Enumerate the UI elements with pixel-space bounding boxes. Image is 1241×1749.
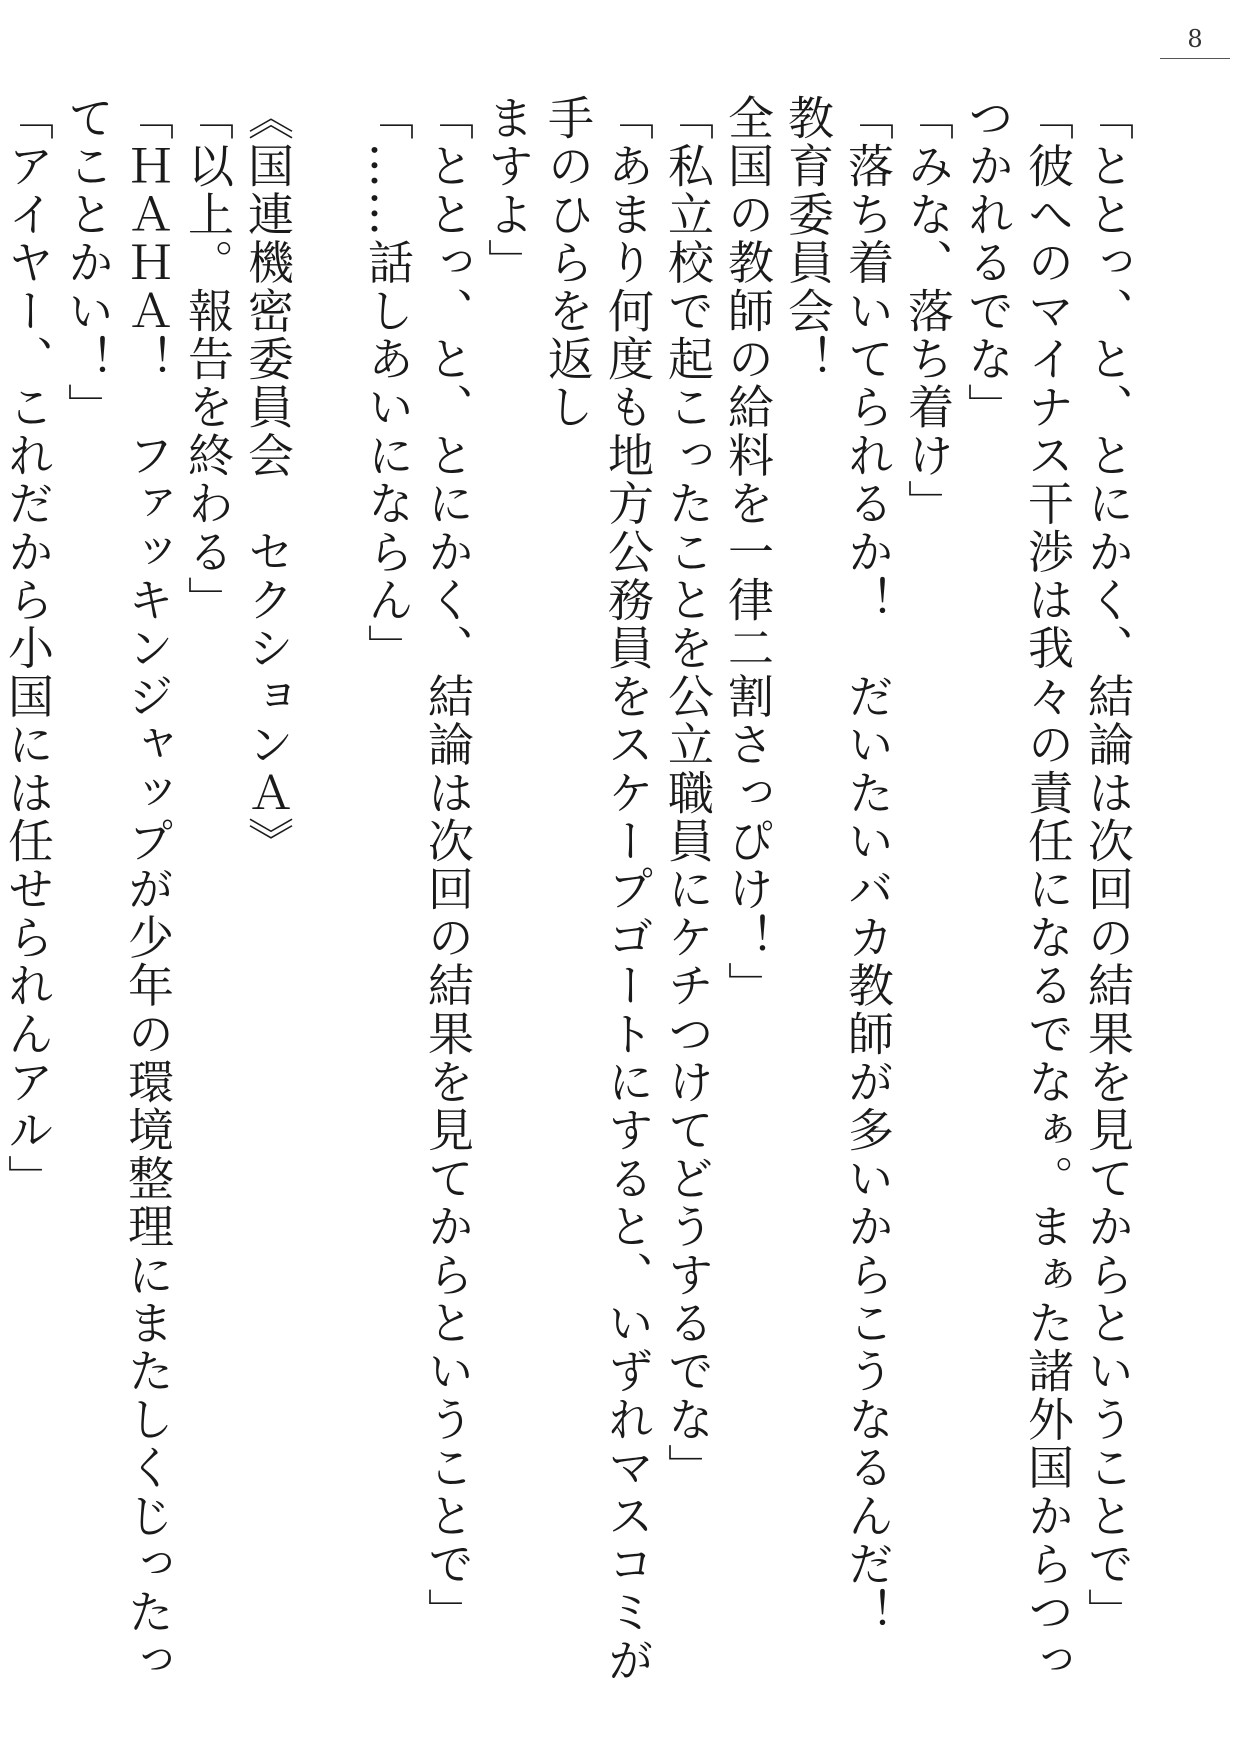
text-line: 「アイヤー、これだから小国には任せられんアル」 bbox=[1, 94, 55, 1203]
text-line: 「ととっ、と、とにかく、結論は次回の結果を見てからということで」 bbox=[1081, 94, 1135, 1637]
text-line: 「彼へのマイナス干渉は我々の責任になるでなぁ。まぁた諸外国からつっつかれるでな」 bbox=[961, 94, 1075, 1685]
text-line: 「……話しあいにならん」 bbox=[361, 94, 415, 673]
text-line: 「あまり何度も地方公務員をスケープゴートにすると、いずれマスコミが手のひらを返し bbox=[541, 94, 655, 1685]
text-line: 「落ち着いてられるか！ だいたいバカ教師が多いからこうなるんだ！ 教育委員会！ bbox=[781, 94, 895, 1685]
text-line: ますよ」 bbox=[481, 94, 535, 287]
vertical-text-body bbox=[1, 94, 1138, 1714]
blank-line bbox=[298, 94, 358, 1714]
text-line: 「ととっ、と、とにかく、結論は次回の結果を見てからということで」 bbox=[421, 94, 475, 1637]
text-line: 「以上。報告を終わる」 bbox=[181, 94, 235, 625]
text-line: 「みな、落ち着け」 bbox=[901, 94, 955, 528]
section-heading: 《国連機密委員会 セクションＡ》 bbox=[241, 94, 295, 866]
text-line: 「私立校で起こったことを公立職員にケチつけてどうするでな」 bbox=[661, 94, 715, 1492]
text-line: 「ＨＡＨＡ！ ファッキンジャップが少年の環境整理にまたしくじったってことかい！」 bbox=[61, 94, 175, 1685]
page-number: 8 bbox=[1187, 25, 1203, 53]
page-number-rule bbox=[1160, 58, 1230, 59]
text-line: 全国の教師の給料を一律二割さっぴけ！」 bbox=[721, 94, 775, 1010]
